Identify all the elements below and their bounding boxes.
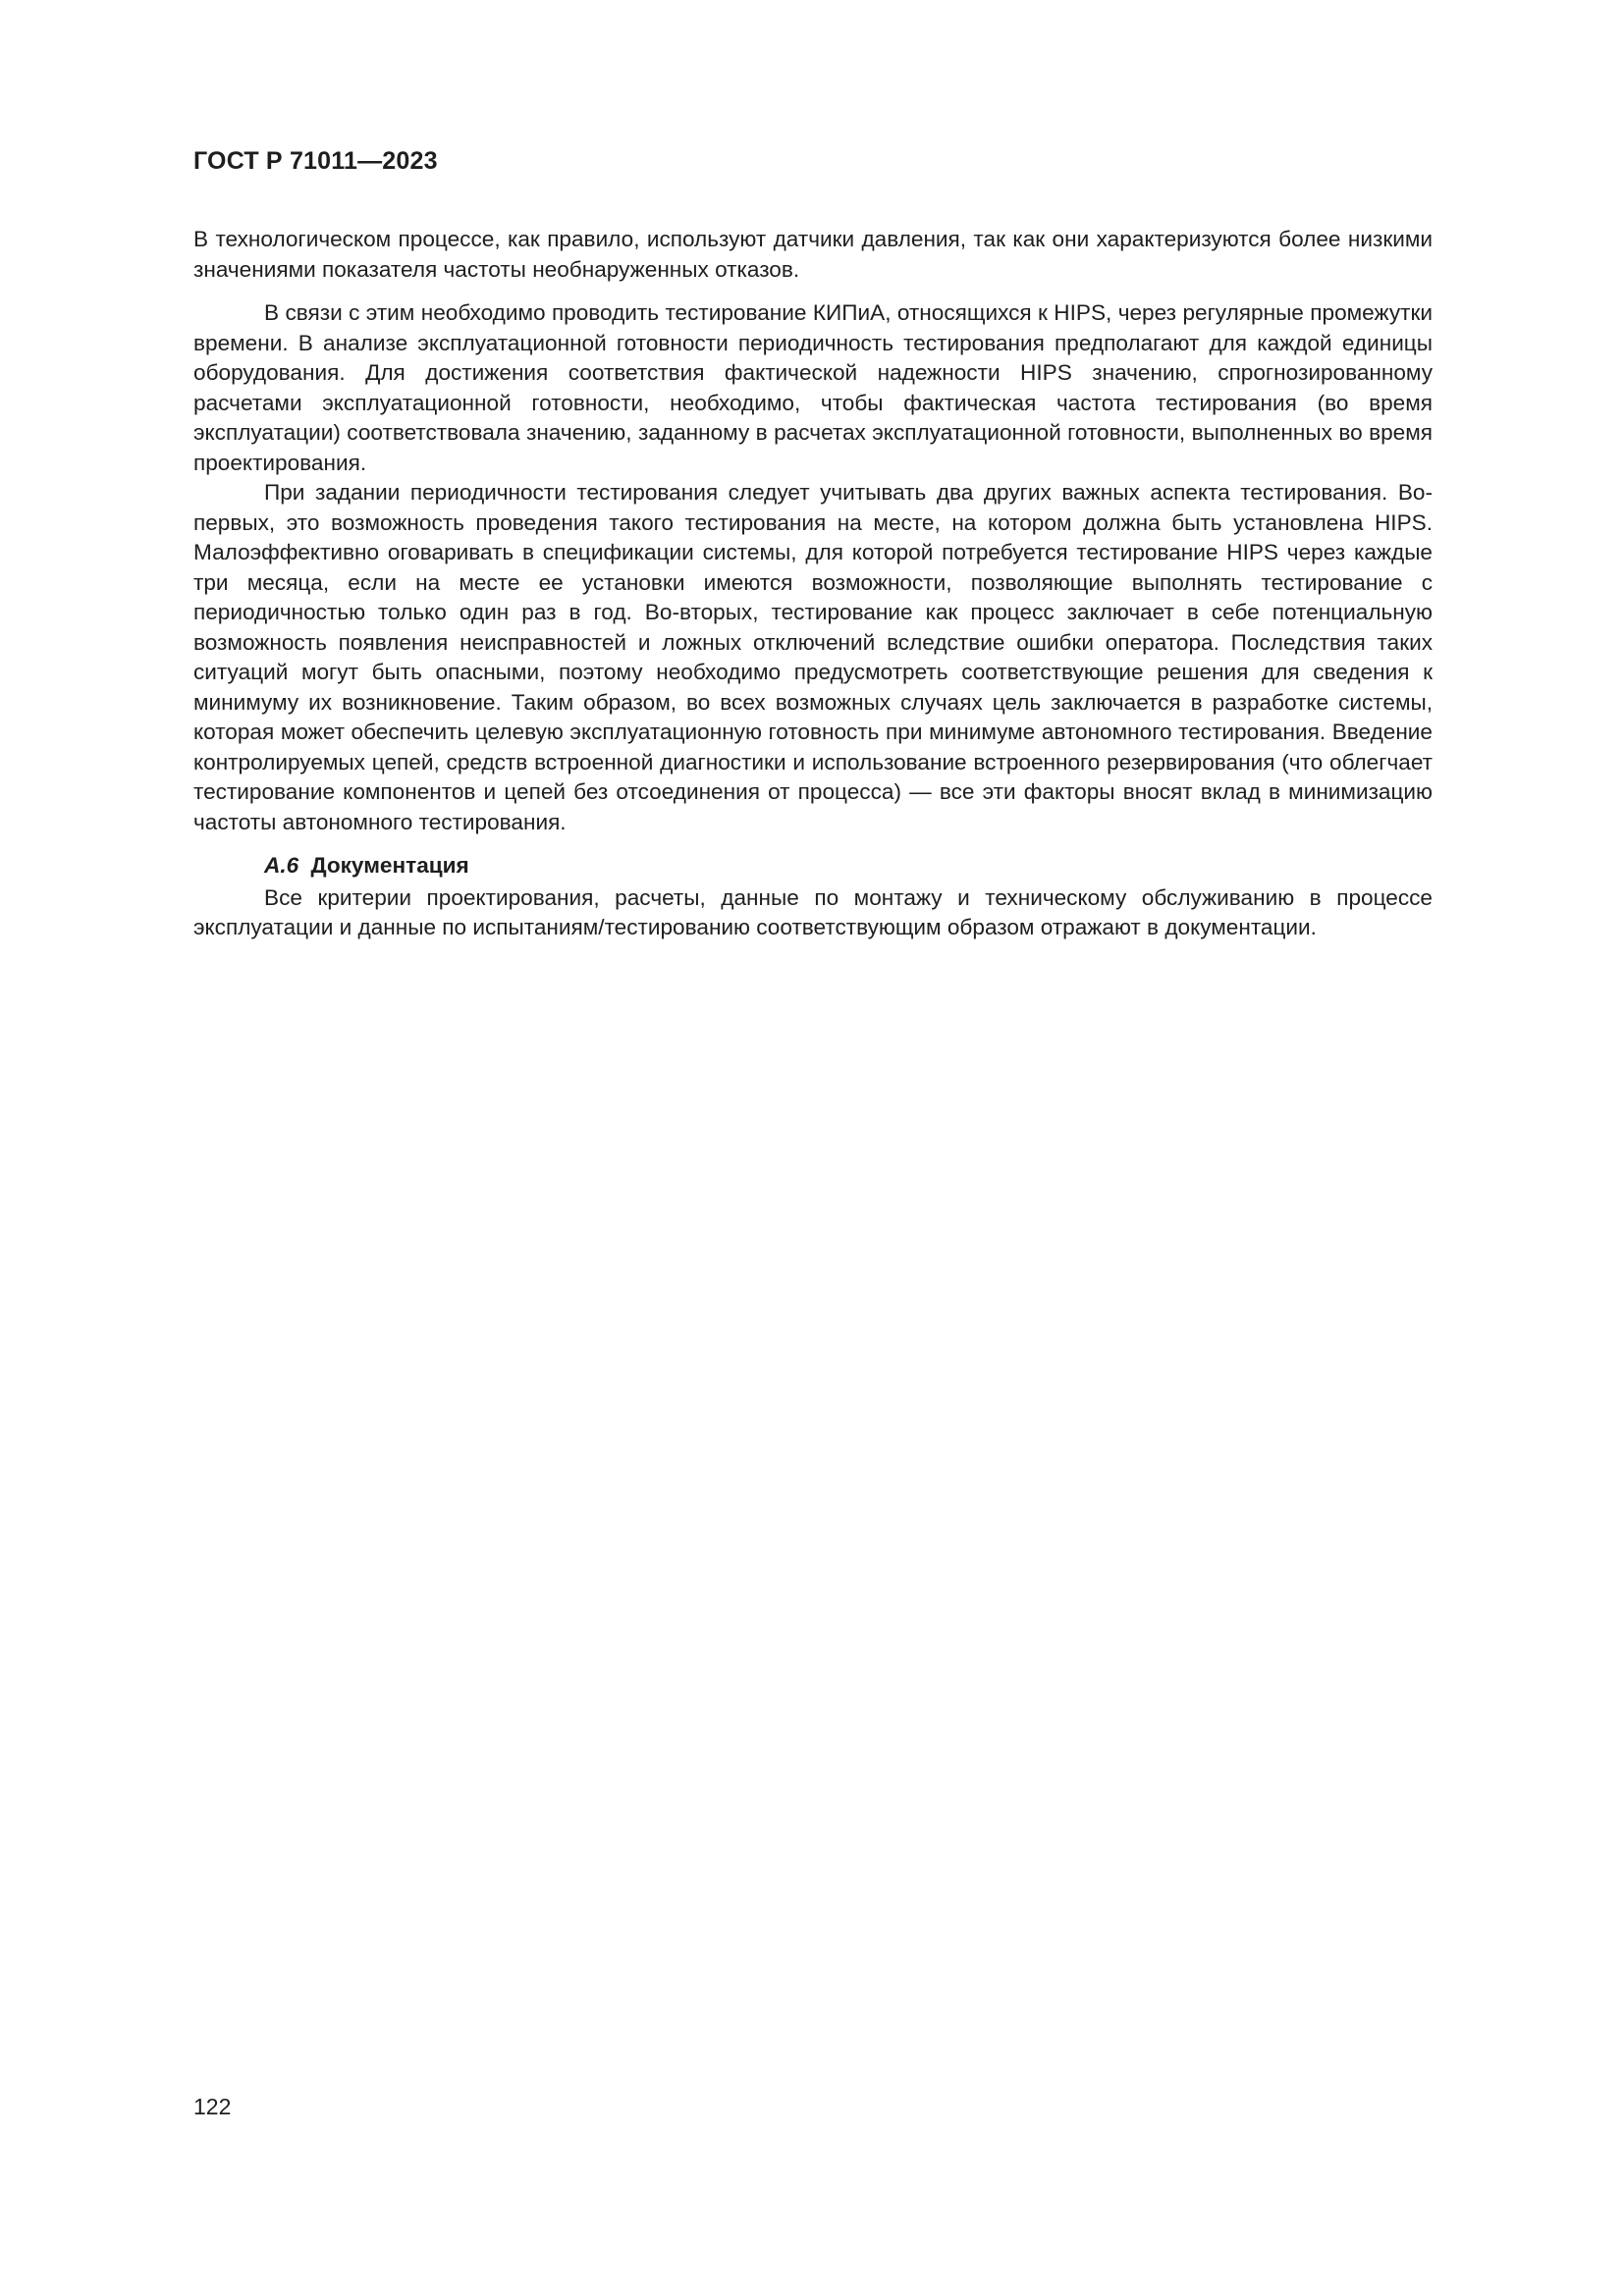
section-heading — [193, 851, 1433, 881]
paragraph-testing-aspects: При задании периодичности тестирования следует учитывать два других важных аспекта тестирования. Во-первых, это возможность проведения такого тестирования на месте, на котором должна быть установлена HIPS. Малоэффективно оговаривать в спецификации системы, для которой потребуется тестирование HIPS через каждые три месяца, если на месте ее установки имеются возможности, позволяющие выполнять тестирование с периодичностью только один раз в год. Во-вторых, тестирование как процесс заключает в себе потенциальную возможность появления неисправностей и ложных отключений вследствие ошибки оператора. Последствия таких ситуаций могут быть опасными, поэтому необходимо предусмотреть соответствующие решения для сведения к минимуму их возникновение. Таким образом, во всех возможных случаях цель заключается в разработке системы, которая может обеспечить целевую эксплуатационную готовность при минимуме автономного тестирования. Введение контролируемых цепей, средств встроенной диагностики и использование встроенного резервирования (что облегчает тестирование компонентов и цепей без отсоединения от процесса) — все эти факторы вносят вклад в минимизацию частоты автономного тестирования. — [193, 480, 1433, 834]
paragraph-pressure-sensors: В технологическом процессе, как правило, используют датчики давления, так как они характеризуются более низкими значениями показателя частоты необнаруженных отказов. — [193, 227, 1433, 282]
page-number: 122 — [193, 2094, 232, 2119]
document-code-header: ГОСТ Р 71011—2023 — [193, 147, 438, 175]
section-title: Документация — [310, 853, 469, 878]
section-number: А.6 — [264, 853, 299, 878]
document-body — [193, 225, 1433, 943]
paragraph-testing-intervals: В связи с этим необходимо проводить тестирование КИПиА, относящихся к HIPS, через регулярные промежутки времени. В анализе эксплуатационной готовности периодичность тестирования предполагают для каждой единицы оборудования. Для достижения соответствия фактической надежности HIPS значению, спрогнозированному расчетами эксплуатационной готовности, необходимо, чтобы фактическая частота тестирования (во время эксплуатации) соответствовала значению, заданному в расчетах эксплуатационной готовности, выполненных во время проектирования. — [193, 300, 1433, 475]
paragraph-documentation: Все критерии проектирования, расчеты, данные по монтажу и техническому обслуживанию в процессе эксплуатации и данные по испытаниям/тестированию соответствующим образом отражают в документации. — [193, 884, 1433, 939]
